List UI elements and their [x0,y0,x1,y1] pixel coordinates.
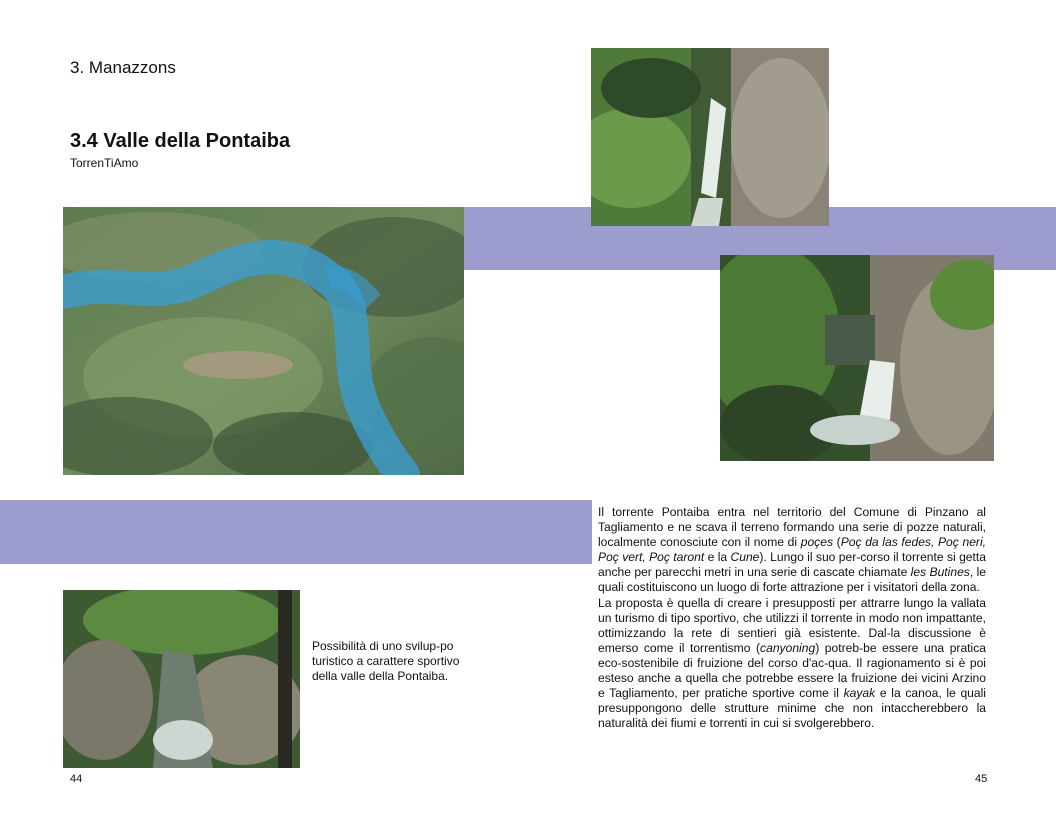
section-subtitle: TorrenTiAmo [70,156,139,170]
decorative-band-bottom [0,500,592,564]
paragraph-2: La proposta è quella di creare i presupposti per attrarre lungo la vallata un turismo di tipo sportivo, che utilizzi il torrente in modo non impattante, ottimizzando la rete di sentieri già esistente. Dal-la discussione è emerso come il torrentismo (canyoning) potreb-be essere una pratica eco-sostenibile di fruizione del corso d'ac-qua. Il ragionamento si è poi esteso anche a quella che potrebbe essere la fruizione dei vicini Arzino e Tagliamento, per pratiche sportive come il kayak e la canoa, le quali presuppongono delle strutture minime che non intaccherebbero la naturalità dei fiumi e torrenti in cui si svolgerebbero. [598,595,987,731]
gorge-photo [63,590,300,768]
chapter-heading: 3. Manazzons [70,58,176,77]
page-number-left: 44 [70,773,83,785]
paragraph-1: Il torrente Pontaiba entra nel territorio del Comune di Pinzano al Tagliamento e ne scava il terreno formando una serie di pozze naturali, localmente conosciute con il nome di poçes (Poç da las fedes, Poç neri, Poç vert, Poç taront e la Cune). Lungo il suo per-corso il torrente si getta anche per parecchi metri in una serie di cascate chiamate les Butines, le quali costituiscono un luogo di forte attrazione per i visitatori della zona. [598,505,987,595]
aerial-map-photo [63,207,464,475]
waterfall-photo-middle [720,255,994,461]
photo-caption: Possibilità di uno svilup-po turistico a carattere sportivo della valle della Pontaiba. [312,639,460,683]
page-number-right: 45 [975,773,988,785]
body-text [598,505,986,731]
waterfall-photo-top [591,48,829,226]
section-title: 3.4 Valle della Pontaiba [70,130,291,152]
